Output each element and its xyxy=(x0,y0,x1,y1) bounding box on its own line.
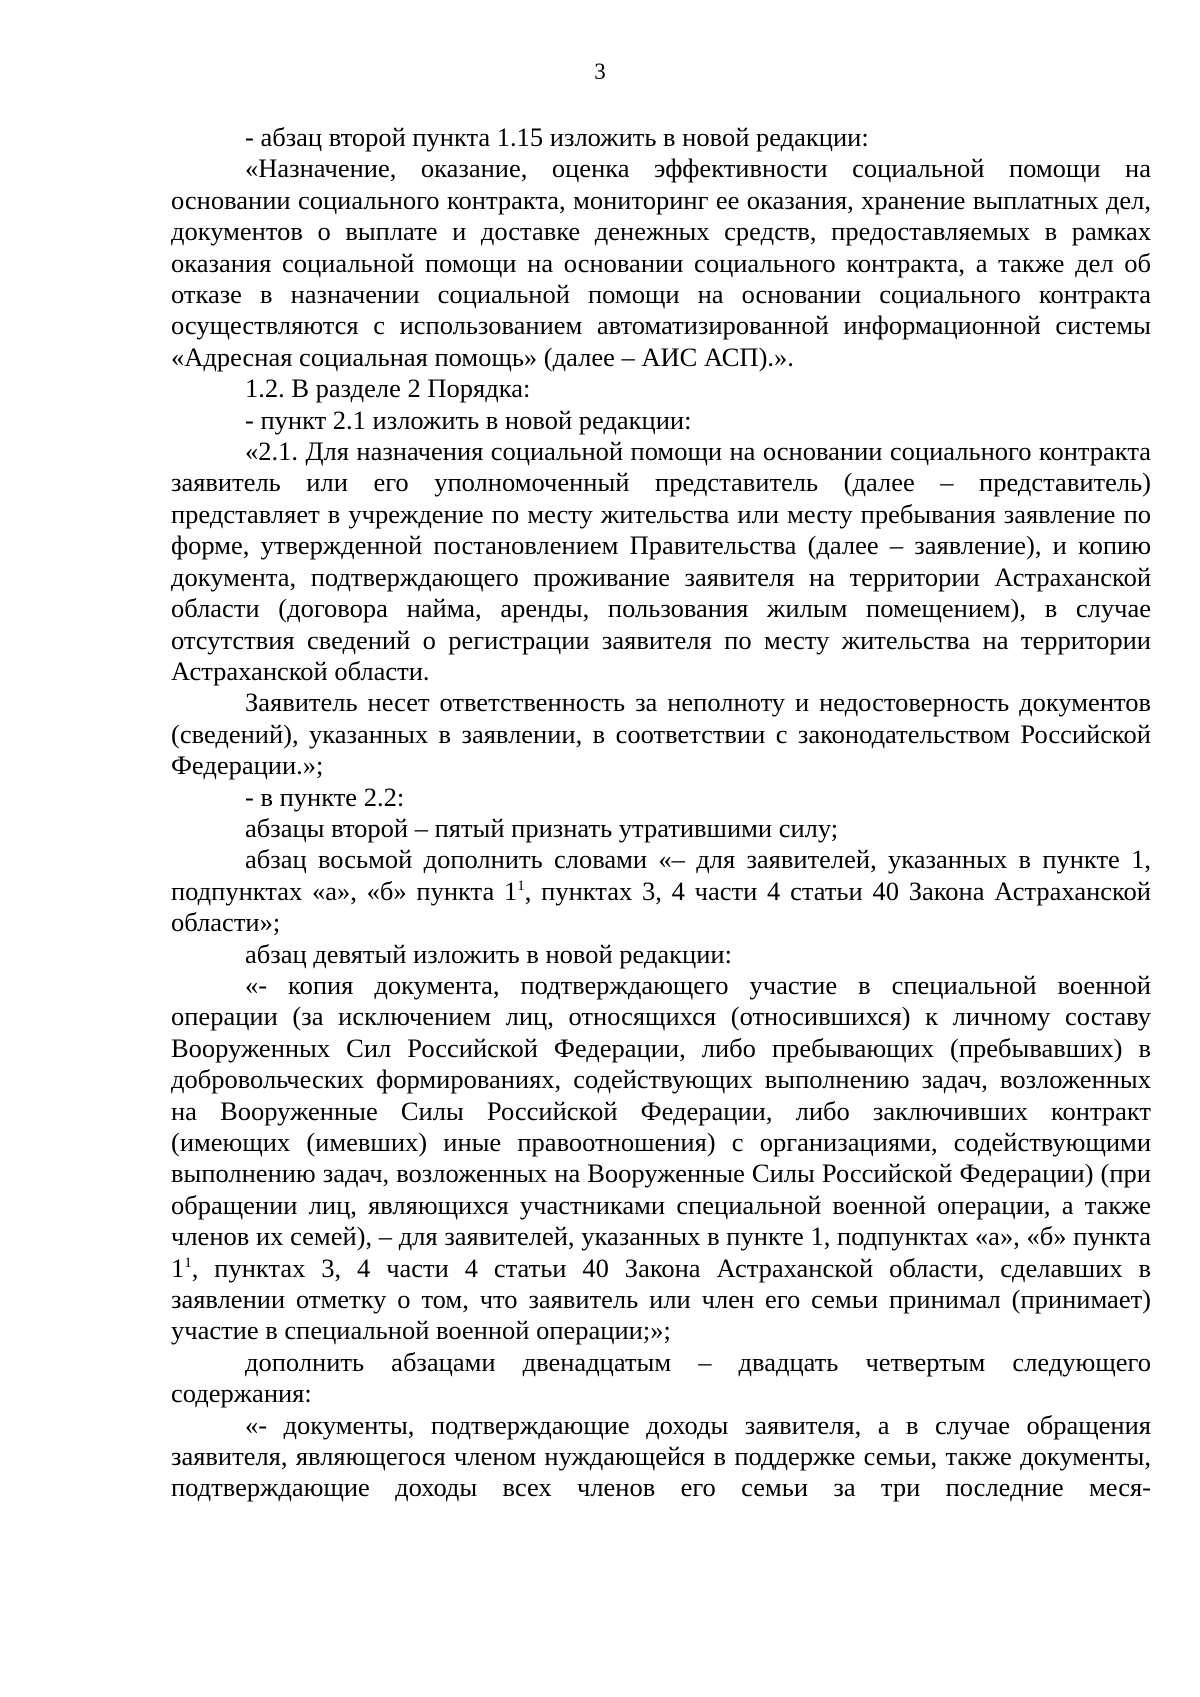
document-body xyxy=(171,122,1151,1504)
paragraph-section-1-2: 1.2. В разделе 2 Порядка: xyxy=(245,373,531,404)
paragraph-quote-documents: «- документы, подтверждающие доходы заявителя, а в случае обращения заявителя, являющегося членом нуждающейся в поддержке семьи, также документы, подтверждающие доходы всех членов его семьи за три последние меся- xyxy=(171,1409,1151,1503)
paragraph-abzac-eighth-text: абзац восьмой дополнить словами «– для заявителей, указанных в пункте 1, подпунктах «а», «б» пункта 1 xyxy=(171,844,1151,906)
page-number: 3 xyxy=(594,59,606,84)
paragraph-amend-2-1: - пункт 2.1 изложить в новой редакции: xyxy=(245,404,692,435)
paragraph-abzac-eighth-tail: , пунктах 3, 4 части 4 статьи 40 Закона Астраханской области»; xyxy=(171,875,1151,938)
paragraph-add-abzacy: дополнить абзацами двенадцатым – двадцать четвертым следующего содержания: xyxy=(171,1346,1151,1409)
paragraph-abzac-eighth xyxy=(171,844,1151,938)
paragraph-abzacy-lost-force: абзацы второй – пятый признать утратившими силу; xyxy=(245,812,839,843)
superscript: 1 xyxy=(517,877,525,894)
paragraph-quote-ninth xyxy=(171,970,1151,1347)
paragraph-responsibility: Заявитель несет ответственность за неполноту и недостоверность документов (сведений), указанных в заявлении, в соответствии с законодательством Российской Федерации.»; xyxy=(171,687,1151,781)
paragraph-abzac-ninth: абзац девятый изложить в новой редакции: xyxy=(245,938,732,969)
paragraph-amend-1-15: - абзац второй пункта 1.15 изложить в новой редакции: xyxy=(245,122,869,152)
paragraph-quote-2-1: «2.1. Для назначения социальной помощи на основании социального контракта заявитель или его уполномоченный представитель (далее – представитель) представляет в учреждение по месту жительства или месту пребывания заявление по форме, утвержденной постановлением Правительства (далее – заявление), и копию документа, подтверждающего проживание заявителя на территории Астраханской области (договора найма, аренды, пользования жилым помещением), в случае отсутствия сведений о регистрации заявителя по месту жительства на территории Астраханской области. xyxy=(171,436,1151,686)
paragraph-quote-1-15: «Назначение, оказание, оценка эффективности социальной помощи на основании социального контракта, мониторинг ее оказания, хранение выплатных дел, документов о выплате и доставке денежных средств, предоставляемых в рамках оказания социальной помощи на основании социального контракта, а также дел об отказе в назначении социальной помощи на основании социального контракта осуществляются с использованием автоматизированной информационной системы «Адресная социальная помощь» (далее – АИС АСП).». xyxy=(171,153,1151,372)
paragraph-quote-ninth-text: «- копия документа, подтверждающего участие в специальной военной операции (за исключением лиц, относящихся (относившихся) к личному составу Вооруженных Сил Российской Федерации, либо пребывающих (пребывавших) в добровольческих формированиях, содействующих выполнению задач, возложенных на Вооруженные Силы Российской Федерации, либо заключивших контракт (имеющих (имевших) иные правоотношения) с организациями, содействующими выполнению задач, возложенных на Вооруженные Силы Российской Федерации) (при обращении лиц, являющихся участниками специальной военной операции, а также членов их семей), – для заявителей, указанных в пункте 1, подпунктах «а», «б» пункта 1 xyxy=(171,969,1151,1283)
paragraph-quote-ninth-tail: , пунктах 3, 4 части 4 статьи 40 Закона Астраханской области, сделавших в заявлении отметку о том, что заявитель или член его семьи принимал (принимает) участие в специальной военной операции;»; xyxy=(171,1252,1151,1346)
superscript: 1 xyxy=(184,1254,192,1271)
paragraph-point-2-2: - в пункте 2.2: xyxy=(245,781,405,812)
